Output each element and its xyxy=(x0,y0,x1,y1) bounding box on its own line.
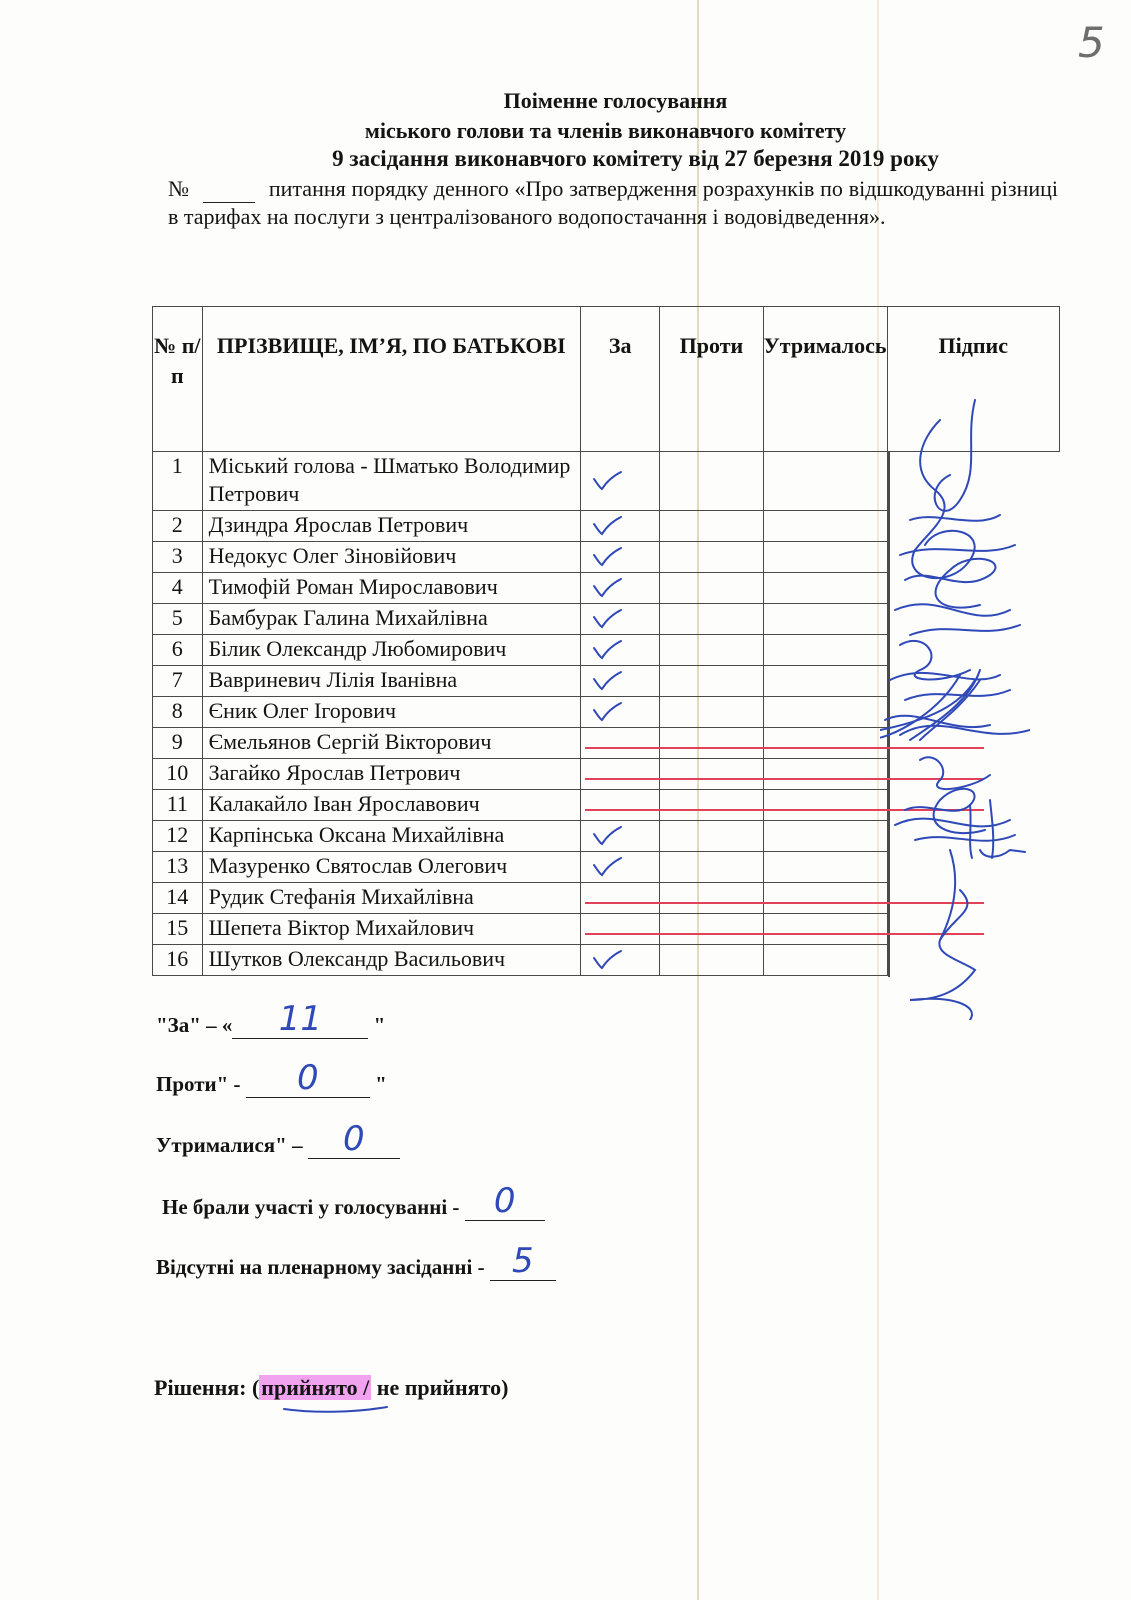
row-name: Білик Олександр Любомирович xyxy=(202,635,580,666)
signature-scribbles xyxy=(880,380,1030,1020)
col-signature: Підпис xyxy=(887,307,1059,452)
row-against-cell xyxy=(660,511,763,542)
row-num: 3 xyxy=(153,542,203,573)
col-num: № п/п xyxy=(153,307,203,452)
summary-not-voted-label: Не брали участі у голосуванні - xyxy=(162,1195,460,1219)
row-abstain-cell xyxy=(763,883,887,914)
row-num: 10 xyxy=(153,759,203,790)
row-abstain-cell xyxy=(763,542,887,573)
row-for-cell xyxy=(581,914,660,945)
summary-against-label: Проти" - xyxy=(156,1072,241,1096)
row-abstain-cell xyxy=(763,697,887,728)
checkmark-icon xyxy=(591,607,623,631)
row-name: Ємельянов Сергій Вікторович xyxy=(202,728,580,759)
summary-absent-blank xyxy=(490,1241,556,1281)
decision-underline xyxy=(282,1401,392,1417)
summary-against-blank xyxy=(246,1058,370,1098)
agenda-question-text: питання порядку денного «Про затвердження розрахунків по відшкодуванні різниці в тарифах на послуги з централізованого водопостачання і водовідведення». xyxy=(168,176,1059,229)
row-against-cell xyxy=(660,759,763,790)
summary-for-label: "За" – « xyxy=(156,1013,233,1037)
row-num: 8 xyxy=(153,697,203,728)
row-against-cell xyxy=(660,914,763,945)
row-against-cell xyxy=(660,635,763,666)
summary-for-blank xyxy=(232,999,368,1039)
row-name: Вавриневич Лілія Іванівна xyxy=(202,666,580,697)
number-label: № xyxy=(168,176,190,201)
summary-against xyxy=(156,1058,387,1098)
row-num: 4 xyxy=(153,573,203,604)
row-for-cell xyxy=(581,759,660,790)
row-abstain-cell xyxy=(763,511,887,542)
summary-not-voted-value: 0 xyxy=(493,1181,516,1221)
row-against-cell xyxy=(660,542,763,573)
summary-abstain-label: Утрималися" – xyxy=(156,1133,303,1157)
decision-rest: не прийнято) xyxy=(371,1375,509,1400)
summary-absent xyxy=(156,1241,556,1281)
summary-absent-label: Відсутні на пленарному засіданні - xyxy=(156,1255,485,1279)
number-blank xyxy=(203,175,255,203)
row-for-cell xyxy=(581,728,660,759)
row-against-cell xyxy=(660,883,763,914)
row-num: 6 xyxy=(153,635,203,666)
row-against-cell xyxy=(660,852,763,883)
row-num: 11 xyxy=(153,790,203,821)
row-against-cell xyxy=(660,821,763,852)
row-name: Мазуренко Святослав Олегович xyxy=(202,852,580,883)
checkmark-icon xyxy=(591,669,623,693)
row-name: Карпінська Оксана Михайлівна xyxy=(202,821,580,852)
row-abstain-cell xyxy=(763,666,887,697)
row-name: Недокус Олег Зіновійович xyxy=(202,542,580,573)
checkmark-icon xyxy=(591,545,623,569)
row-abstain-cell xyxy=(763,728,887,759)
row-num: 12 xyxy=(153,821,203,852)
agenda-question xyxy=(168,175,1058,230)
document-subtitle: міського голови та членів виконавчого комітету xyxy=(364,118,847,143)
row-num: 2 xyxy=(153,511,203,542)
checkmark-icon xyxy=(591,576,623,600)
row-abstain-cell xyxy=(763,635,887,666)
summary-abstain-blank xyxy=(308,1119,400,1159)
row-abstain-cell xyxy=(763,604,887,635)
row-name: Тимофій Роман Мирославович xyxy=(202,573,580,604)
summary-against-close: " xyxy=(375,1072,387,1096)
row-against-cell xyxy=(660,573,763,604)
row-abstain-cell xyxy=(763,452,887,511)
col-for: За xyxy=(581,307,660,452)
row-against-cell xyxy=(660,728,763,759)
row-name: Бамбурак Галина Михайлівна xyxy=(202,604,580,635)
checkmark-icon xyxy=(591,469,623,493)
row-num: 9 xyxy=(153,728,203,759)
row-abstain-cell xyxy=(763,821,887,852)
summary-abstain xyxy=(156,1119,400,1159)
summary-absent-value: 5 xyxy=(512,1241,534,1281)
row-name: Калакайло Іван Ярославович xyxy=(202,790,580,821)
checkmark-icon xyxy=(591,824,623,848)
row-abstain-cell xyxy=(763,759,887,790)
checkmark-icon xyxy=(591,638,623,662)
summary-for-close: " xyxy=(373,1013,386,1037)
row-against-cell xyxy=(660,945,763,976)
row-abstain-cell xyxy=(763,914,887,945)
row-num: 15 xyxy=(153,914,203,945)
row-abstain-cell xyxy=(763,945,887,976)
checkmark-icon xyxy=(591,855,623,879)
summary-abstain-value: 0 xyxy=(343,1119,365,1159)
summary-against-value: 0 xyxy=(296,1058,319,1098)
document-title: Поіменне голосування xyxy=(503,88,728,113)
row-name: Шепета Віктор Михайлович xyxy=(202,914,580,945)
decision xyxy=(154,1375,508,1401)
page-number: 5 xyxy=(1078,18,1105,67)
col-abstain: Утрималось xyxy=(763,307,887,452)
row-num: 16 xyxy=(153,945,203,976)
col-name: ПРІЗВИЩЕ, ІМ’Я, ПО БАТЬКОВІ xyxy=(202,307,580,452)
summary-for xyxy=(156,999,386,1039)
row-name: Шутков Олександр Васильович xyxy=(202,945,580,976)
row-against-cell xyxy=(660,790,763,821)
col-against: Проти xyxy=(660,307,763,452)
meeting-line: 9 засідання виконавчого комітету від 27 березня 2019 року xyxy=(332,146,939,171)
row-abstain-cell xyxy=(763,852,887,883)
row-against-cell xyxy=(660,452,763,511)
row-name: Єник Олег Ігорович xyxy=(202,697,580,728)
row-num: 7 xyxy=(153,666,203,697)
row-for-cell xyxy=(581,883,660,914)
summary-not-voted-blank xyxy=(465,1181,545,1221)
row-num: 13 xyxy=(153,852,203,883)
decision-label: Рішення: ( xyxy=(154,1375,260,1400)
decision-accepted-highlight: прийнято / xyxy=(261,1375,370,1400)
row-against-cell xyxy=(660,697,763,728)
row-for-cell xyxy=(581,790,660,821)
row-name: Дзиндра Ярослав Петрович xyxy=(202,511,580,542)
row-num: 14 xyxy=(153,883,203,914)
row-against-cell xyxy=(660,604,763,635)
checkmark-icon xyxy=(591,700,623,724)
row-num: 5 xyxy=(153,604,203,635)
checkmark-icon xyxy=(591,948,623,972)
row-name: Рудик Стефанія Михайлівна xyxy=(202,883,580,914)
summary-for-value: 11 xyxy=(278,999,323,1039)
checkmark-icon xyxy=(591,514,623,538)
summary-not-voted xyxy=(162,1181,545,1221)
row-name: Міський голова - Шматько Володимир Петрович xyxy=(202,452,580,511)
row-abstain-cell xyxy=(763,790,887,821)
row-num: 1 xyxy=(153,452,203,511)
row-abstain-cell xyxy=(763,573,887,604)
row-against-cell xyxy=(660,666,763,697)
row-name: Загайко Ярослав Петрович xyxy=(202,759,580,790)
